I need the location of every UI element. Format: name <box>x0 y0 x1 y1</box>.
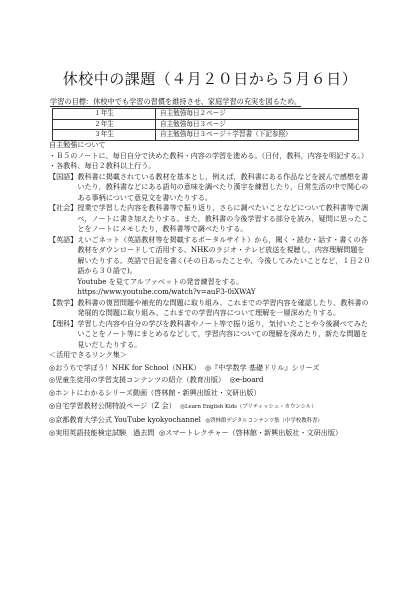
subject-social <box>49 203 371 235</box>
subject-tag: 【国語】 <box>49 171 78 181</box>
youtube-link[interactable]: https://www.youtube.com/watch?v=auF3-0iXWAY <box>77 287 256 296</box>
link-list <box>49 362 371 441</box>
link-item[interactable]: ◎京都教育大学公式 YouTube kyokyochannel <box>49 414 201 424</box>
grade-cell: ３年生 <box>53 130 156 141</box>
table-row <box>53 130 359 141</box>
subject-science <box>49 319 371 351</box>
link-item[interactable]: ◎おうちで学ぼう！NHK for School（NHK） <box>49 362 201 372</box>
subject-text: 学習した内容や自分の学びを教科書やノート等で振り返り，気付いたことや今後調べてみたいことをノート等にまとめるなどして，学習内容についての理解を深めたり，新たな問題を見いだしたりする。 <box>77 318 369 349</box>
links-heading: ＜活用できるリンク集＞ <box>49 350 127 359</box>
link-row <box>49 414 371 428</box>
link-item[interactable]: ◎Learn English Kids（ブリティッシュ・カウンシル） <box>180 403 317 410</box>
link-item[interactable]: ◎児童生徒用の学習支援コンテンツの紹介（教育出版） <box>49 375 226 385</box>
subject-text: 教科書の復習問題や補充的な問題に取り組み、これまでの学習内容を確認したり、教科書の発展的な問題に取り組み、これまでの学習内容について理解を一層深めたりする。 <box>77 297 369 317</box>
link-item[interactable]: ◎e-board <box>229 375 264 385</box>
section-heading: 自主勉強について <box>49 140 106 149</box>
link-row <box>49 400 371 414</box>
subject-japanese <box>49 172 371 204</box>
page-title: 休校中の課題（４月２０日から５月６日） <box>62 70 358 88</box>
link-item[interactable]: ◎自宅学習教材公開特設ページ（Z 会） <box>49 400 176 410</box>
bullet-item: ・Ｂ５のノートに、毎日自分で決めた教科・内容の学習を進める。（日付，教科，内容を明記する。） <box>49 150 368 160</box>
task-cell: 自主勉強毎日２ページ <box>156 109 359 120</box>
subject-tag: 【理科】 <box>49 318 78 328</box>
link-item[interactable]: ◎スマートレクチャー（啓林館・新興出版社・文研出版） <box>159 428 343 438</box>
grade-cell: ２年生 <box>53 119 156 130</box>
subject-text: 授業で学習した内容を教科書等で振り返り，さらに調べたいことなどについて教科書等で調べ，ノートに書き加えたりする。また，教科書の今後学習する部分を読み，疑問に思ったことをノートにメモしたり，教科書等で調べたりする。 <box>77 203 369 233</box>
link-row <box>49 374 371 387</box>
link-row <box>49 362 371 375</box>
grade-cell: １年生 <box>53 109 156 120</box>
link-item[interactable]: ◎ホントにわかるシリーズ動画（啓林館・新興出版社・文研出版） <box>49 388 261 398</box>
subject-tag: 【数学】 <box>49 297 78 307</box>
grade-task-table <box>52 108 359 141</box>
subject-text: 教科書に掲載されている教材を基本とし，例えば，教科書にある作品などを読んで感想を書いたり，教科書などにある語句の意味を調べたり漢字を練習したり，日常生活の中で関心のある事柄について意見文を書いたりする。 <box>77 171 369 202</box>
table-row <box>53 119 359 130</box>
subject-tag: 【英語】 <box>49 234 78 244</box>
learning-goal: 学習の目標：休校中でも学習の習慣を維持させ、家庭学習の充実を図るため。 <box>50 97 302 106</box>
subject-text: えいごネット（英語教材等を掲載するポータルサイト）から，聞く・読む・話す・書くの各教材をダウンロードして活用する、NHKのラジオ・テレビ放送を視聴し，内容理解問題を解いたりする。英語で日記を書く(その日あったことや、今後してみたいことなど，１日２０語から３０語で)。 <box>77 234 371 275</box>
link-row <box>49 427 371 440</box>
subject-text: Youtube を見てアルファベットの発音練習をする。 <box>77 276 244 286</box>
subject-tag: 【社会】 <box>49 203 78 212</box>
english-youtube-note <box>49 277 371 288</box>
link-item[interactable]: ◎啓林館デジタルコンテンツ集（中学校教科書） <box>205 417 323 424</box>
subject-math <box>49 298 371 319</box>
task-cell: 自主勉強毎日３ページ <box>156 119 359 130</box>
link-item[interactable]: ◎実用英語技能検定試験 過去問 <box>49 428 155 438</box>
english-youtube-url <box>49 287 371 298</box>
subject-english <box>49 235 371 277</box>
task-cell: 自主勉強毎日３ページ＋学習書（下記参照） <box>156 130 359 141</box>
link-row <box>49 387 371 400</box>
table-row <box>53 109 359 120</box>
link-item[interactable]: ◎『中学数学 基礎ドリル』シリーズ <box>204 362 320 372</box>
bullet-item: ・各教科、毎日２教科以上行う。 <box>49 161 156 170</box>
document-body <box>49 140 371 440</box>
